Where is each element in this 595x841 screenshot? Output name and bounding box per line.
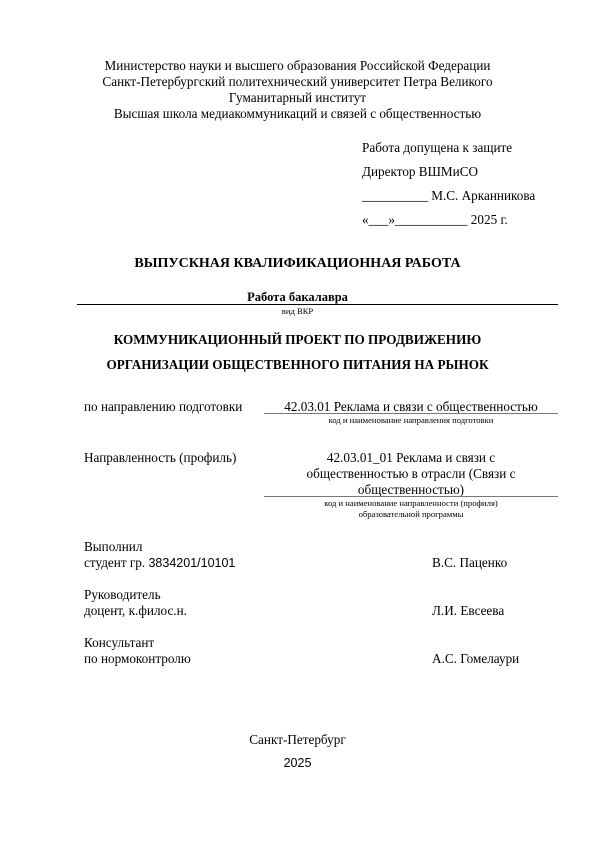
supervisor-position: доцент, к.филос.н. [84,603,187,618]
footer-year: 2025 [283,756,312,770]
footer-city: Санкт-Петербург [249,732,346,747]
author-role: Выполнил [84,539,143,554]
school-line: Высшая школа медиакоммуникаций и связей с общественностью [113,106,482,121]
profile-caption-line1: код и наименование направленности (профиля) [324,498,498,508]
work-type-heading: ВЫПУСКНАЯ КВАЛИФИКАЦИОННАЯ РАБОТА [134,256,461,271]
thesis-title-line1: КОММУНИКАЦИОННЫЙ ПРОЕКТ ПО ПРОДВИЖЕНИЮ [113,332,482,347]
thesis-title-line2: ОРГАНИЗАЦИИ ОБЩЕСТВЕННОГО ПИТАНИЯ НА РЫНОК [106,357,489,372]
consultant-role: Консультант [84,635,155,650]
approval-signature-line [362,187,535,204]
consultant-area: по нормоконтролю [84,651,191,666]
approval-date-line [362,211,508,228]
approval-director-title: Директор ВШМиСО [362,164,479,179]
profile-value-line1: 42.03.01_01 Реклама и связи с [326,450,496,465]
profile-label: Направленность (профиль) [84,450,237,465]
approval-admitted: Работа допущена к защите [362,140,513,155]
direction-value: 42.03.01 Реклама и связи с общественностью [284,399,538,414]
direction-caption: код и наименование направления подготовки [328,415,494,425]
director-name: М.С. Арканникова [431,188,536,203]
supervisor-name: Л.И. Евсеева [432,603,505,618]
profile-value-line2: общественностью в отрасли (Связи с [306,466,516,481]
direction-label: по направлению подготовки [84,399,243,414]
work-kind: Работа бакалавра [247,290,348,304]
signature-blank: __________ [362,188,428,203]
date-blank: «___»___________ [362,212,468,227]
work-kind-underline [77,304,558,305]
profile-value-line3: общественностью) [357,482,465,497]
institute-line: Гуманитарный институт [228,90,367,105]
author-name: В.С. Паценко [432,555,508,570]
ministry-line: Министерство науки и высшего образования Российской Федерации [104,58,491,73]
date-year: 2025 г. [470,212,508,227]
work-kind-caption: вид ВКР [281,306,314,316]
profile-caption-line2: образовательной программы [358,509,464,519]
author-group-text: студент гр. 3834201/10101 [84,555,236,570]
university-line: Санкт-Петербургский политехнический университет Петра Великого [102,74,493,89]
consultant-name: А.С. Гомелаури [432,651,520,666]
direction-underline [264,413,558,414]
profile-underline [264,496,558,497]
supervisor-role: Руководитель [84,587,161,602]
author-group [84,554,235,572]
